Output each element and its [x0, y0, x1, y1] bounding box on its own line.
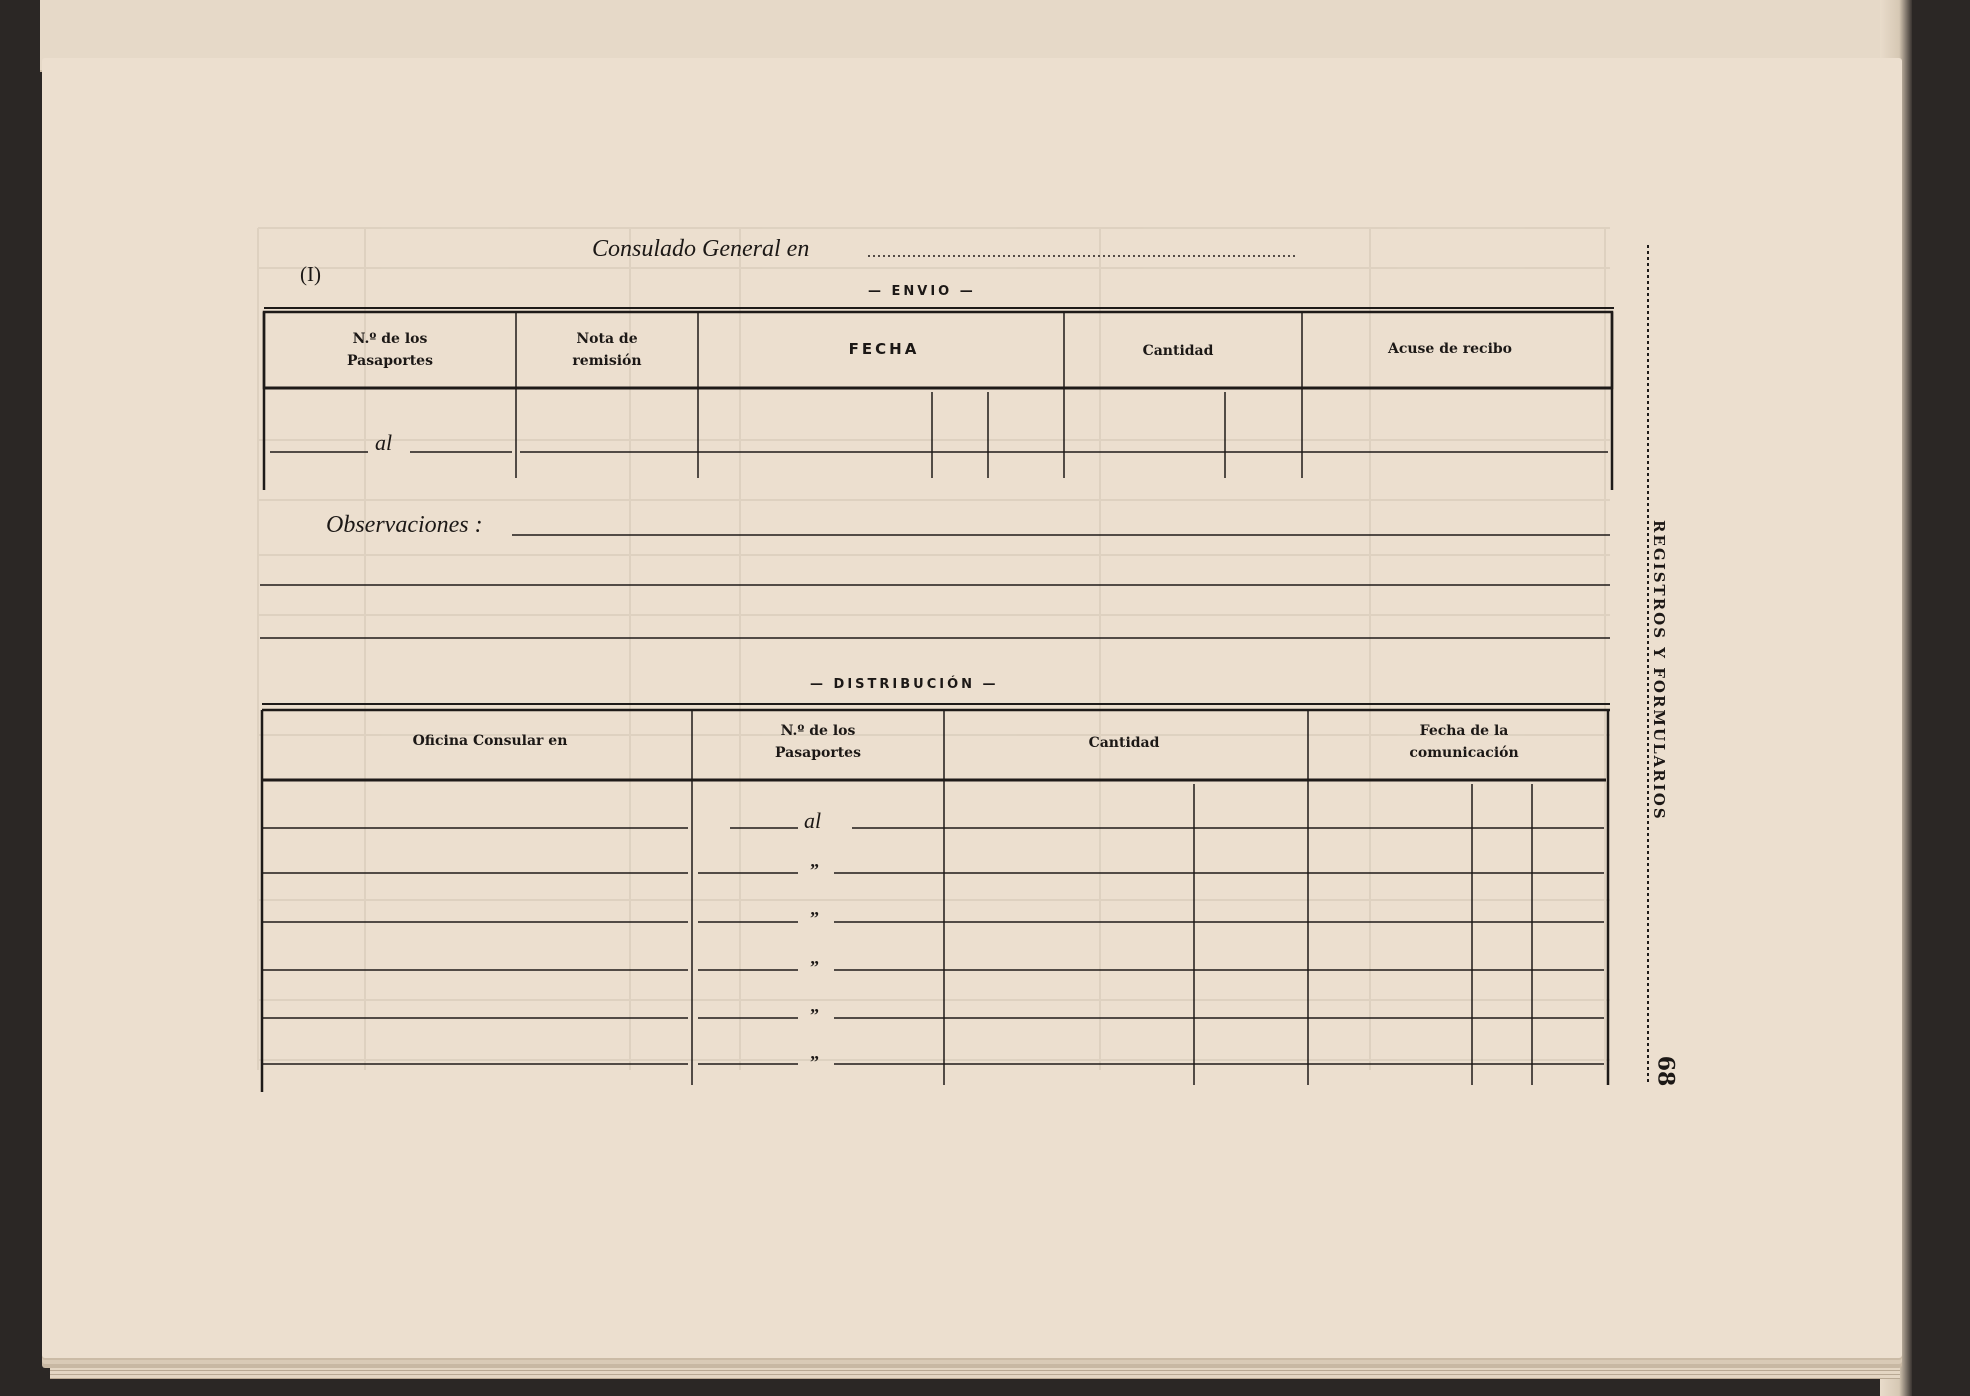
distribution-table-rules: [262, 704, 1610, 1092]
observations-label: Observaciones :: [326, 512, 483, 538]
shipment-table-rules: [264, 308, 1614, 490]
range-word: al: [375, 430, 393, 455]
observation-lines: [260, 535, 1610, 638]
header-communication-date: Fecha de la comunicación: [1409, 723, 1519, 761]
running-title: REGISTROS Y FORMULARIOS: [1650, 520, 1668, 821]
note-mark: (I): [300, 262, 321, 286]
consulate-label: Consulado General en: [592, 236, 810, 262]
header-passports: N.º de los Pasaportes: [347, 331, 433, 369]
header-dist-passports: N.º de los Pasaportes: [775, 723, 861, 761]
dist-row-marker: ”: [810, 860, 819, 880]
dist-row-marker: al: [804, 808, 822, 833]
shipment-title: — ENVIO —: [868, 284, 976, 299]
dist-row-marker: ”: [810, 908, 819, 928]
dist-row-marker: ”: [810, 957, 819, 977]
header-dist-quantity: Cantidad: [1088, 735, 1160, 751]
dist-row-marker: ”: [810, 1052, 819, 1072]
header-remittance-note: Nota de remisión: [572, 331, 642, 369]
page-number: 68: [1652, 1055, 1679, 1087]
header-receipt: Acuse de recibo: [1387, 341, 1513, 357]
distribution-title: — DISTRIBUCIÓN —: [810, 677, 999, 692]
header-date: FECHA: [848, 340, 920, 358]
header-quantity: Cantidad: [1142, 343, 1214, 359]
header-consular-office: Oficina Consular en: [412, 733, 568, 749]
dist-row-marker: ”: [810, 1005, 819, 1025]
